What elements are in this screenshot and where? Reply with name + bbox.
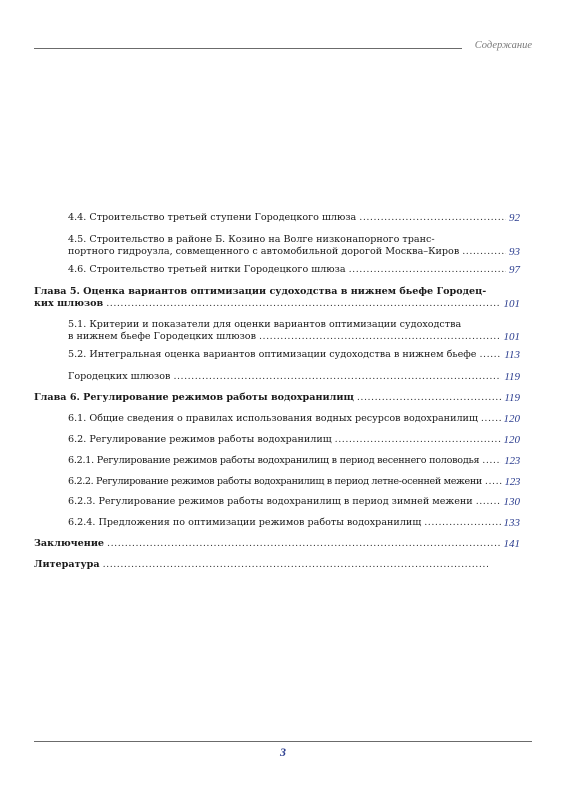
toc-page-number: 92: [509, 212, 520, 224]
toc-page-number: 130: [503, 496, 520, 508]
toc-entry-text: 4.4. Строительство третьей ступени Городецкого шлюза: [68, 212, 357, 223]
page-number: 3: [280, 745, 286, 759]
leader-dots: [349, 264, 506, 276]
toc-entry-text: портного гидроузла, совмещенного с автомобильной дорогой Москва–Киров: [68, 246, 460, 257]
toc-page-number: 119: [504, 371, 520, 383]
leader-dots: [335, 434, 501, 446]
toc-entry-text: Глава 6. Регулирование режимов работы водохранилищ: [34, 392, 354, 403]
toc-entry-text: 6.2.2. Регулирование режимов работы водохранилищ в период летне-осенней межени: [68, 476, 482, 487]
toc-entry-6-2-1[interactable]: [68, 455, 520, 467]
leader-dots: [424, 517, 500, 529]
toc-page-number: 133: [503, 517, 520, 529]
toc-entry-6-2[interactable]: [68, 434, 520, 446]
toc-entry-conclusion[interactable]: [34, 538, 520, 550]
toc-page-number: 123: [504, 455, 520, 467]
running-head: Содержание: [474, 40, 532, 51]
toc-page-number: 123: [504, 476, 520, 488]
toc-entry-text-line1: 4.5. Строительство в районе Б. Козино на Волге низконапорного транс-: [68, 234, 435, 245]
toc-entry-6-2-4[interactable]: [68, 517, 520, 529]
toc-entry-4-4[interactable]: [68, 212, 520, 224]
leader-dots: [107, 538, 500, 550]
leader-dots: [359, 212, 506, 224]
toc-entry-5-1[interactable]: [68, 319, 520, 343]
leader-dots: [485, 476, 502, 488]
leader-dots: [259, 331, 501, 343]
leader-dots: [106, 298, 500, 310]
toc-page-number: 113: [504, 349, 520, 361]
toc-page-number: 119: [504, 392, 520, 404]
toc-page-number: 120: [503, 434, 520, 446]
toc-entry-text: 6.2.4. Предложения по оптимизации режимов работы водохранилищ: [68, 517, 422, 528]
toc-entry-text: в нижнем бьефе Городецких шлюзов: [68, 331, 256, 342]
toc-entry-text: 6.2.3. Регулирование режимов работы водохранилищ в период зимней межени: [68, 496, 473, 507]
toc-entry-text: Городецких шлюзов: [68, 371, 171, 382]
leader-dots: [173, 371, 501, 383]
toc-page-number: 97: [509, 264, 520, 276]
toc-entry-4-5[interactable]: [68, 234, 520, 258]
toc-page-number: 141: [503, 538, 520, 550]
toc-entry-5-2[interactable]: [68, 349, 520, 361]
toc-entry-text: 6.2.1. Регулирование режимов работы водохранилищ в период весеннего половодья: [68, 455, 480, 466]
leader-dots: [482, 455, 501, 467]
footer-rule: [34, 741, 532, 742]
toc-entry-6-2-2[interactable]: [68, 476, 520, 488]
leader-dots: [481, 413, 501, 425]
leader-dots: [476, 496, 501, 508]
toc-page-number: 101: [503, 298, 520, 310]
toc-page-number: 93: [509, 246, 520, 258]
toc-entry-text: Литература: [34, 559, 100, 570]
leader-dots: [479, 349, 501, 361]
toc-entry-literature[interactable]: [34, 559, 491, 571]
toc-page-number: 101: [503, 331, 520, 343]
toc-entry-chapter-6[interactable]: [34, 392, 520, 404]
toc-entry-text-line1: 5.1. Критерии и показатели для оценки вариантов оптимизации судоходства: [68, 319, 462, 330]
leader-dots: [357, 392, 501, 404]
toc-entry-5-2-cont[interactable]: [68, 371, 520, 383]
toc-entry-text-line1: Глава 5. Оценка вариантов оптимизации судоходства в нижнем бьефе Городец-: [34, 286, 487, 297]
toc-entry-text: 5.2. Интегральная оценка вариантов оптимизации судоходства в нижнем бьефе: [68, 349, 477, 360]
toc-entry-chapter-5[interactable]: [34, 286, 520, 310]
toc-entry-4-6[interactable]: [68, 264, 520, 276]
toc-entry-6-1[interactable]: [68, 413, 520, 425]
toc-entry-text: 6.1. Общие сведения о правилах использования водных ресурсов водохранилищ: [68, 413, 478, 424]
toc-entry-text: 6.2. Регулирование режимов работы водохранилищ: [68, 434, 332, 445]
toc-entry-text: ких шлюзов: [34, 298, 104, 309]
toc-page-number: 120: [503, 413, 520, 425]
leader-dots: [462, 246, 506, 258]
toc-entry-6-2-3[interactable]: [68, 496, 520, 508]
toc-entry-text: 4.6. Строительство третьей нитки Городецкого шлюза: [68, 264, 346, 275]
leader-dots: [103, 559, 488, 571]
toc-entry-text: Заключение: [34, 538, 105, 549]
